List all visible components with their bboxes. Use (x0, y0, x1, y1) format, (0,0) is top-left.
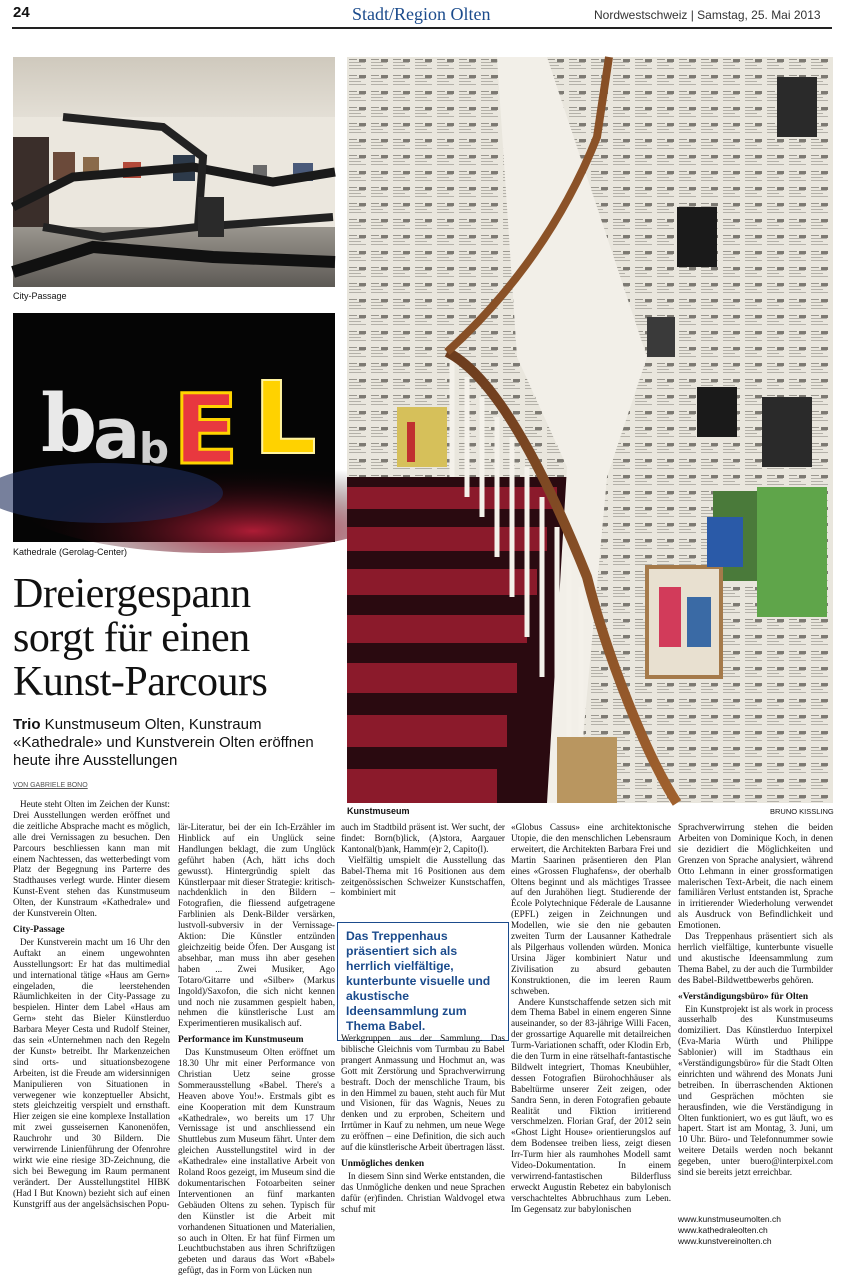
body-column-3a (341, 822, 505, 920)
body-column-1 (13, 799, 170, 1249)
kunstmuseum-caption: Kunstmuseum (347, 806, 410, 816)
subheading: Performance im Kunstmuseum (178, 1035, 304, 1046)
url-kathedrale[interactable]: www.kathedraleolten.ch (678, 1225, 768, 1235)
kathedrale-letter: E (173, 374, 239, 486)
kunstmuseum-photo (347, 57, 833, 803)
url-list (678, 1214, 781, 1247)
kathedrale-letter: b (139, 424, 170, 473)
paragraph: Das Treppenhaus präsentiert sich als herrlich vielfältige, kunterbunte visuelle und akustische Ideensammlung zum Thema Babel, zu der auch die Turmbilder des Babel-Bildwettbewerbs gehören. (678, 931, 833, 985)
article-author: VON GABRIELE BONO (13, 782, 88, 789)
paragraph: Ein Kunstprojekt ist als work in process ausserhalb des Kunstmuseums domiziliert. Das Künstlerduo Interpixel (Eva-Maria Würth und Philippe Sablonier) will im Stadthaus ein «Verständigungsbüro» für die Stadt Olten einrichten und während des Monats Juni betreiben. In überraschenden Aktionen und Gesprächen möchten sie herausfinden, wie die Verständigung in Olten funktioniert, wo es gut läuft, wo es hapert. Start ist am Montag, 3. Juni, um 10 Uhr. Büro- und Telefonnummer sowie weitere Details werden noch bekannt gegeben, unter buero@interpixel.com sind sie bereits jetzt erreichbar. (678, 1003, 833, 1178)
kathedrale-caption: Kathedrale (Gerolag-Center) (13, 547, 128, 557)
url-kunstverein[interactable]: www.kunstvereinolten.ch (678, 1236, 772, 1246)
subheading: City-Passage (13, 924, 65, 935)
paragraph: Heute steht Olten im Zeichen der Kunst: Drei Ausstellungen werden eröffnet und die zeitliche Absprache macht es möglich, alle drei Vernissagen zu besuchen. Den Parcours beschliessen kann man mit einem Nachtessen, das wetterbedingt vom Platz der Begegnung ins Parterre des Stadthauses verlegt wurde. Hinter diesem Kunst-Event stehen das Kunstmuseum Olten, der Kunstraum «Kathedrale» und der Kunstverein Olten. (13, 799, 170, 919)
kathedrale-letter: b (41, 376, 97, 470)
paragraph: Das Kunstmuseum Olten eröffnet um 18.30 Uhr mit einer Performance von Christian Uetz seine grosse Sommerausstellung «Babel. There's a Heaven above You!». Erstmals gibt es eine Kooperation mit dem Kunstraum «Kathedrale», wo bereits um 17 Uhr Vernissage ist und anschliessend ein Shuttlebus zum Museum fährt. Unter dem gleichen Ausstellungstitel wird in der «Kathedrale» eine installative Arbeit von Roland Roos gezeigt, im Museum sind die dokumentarischen Fotoarbeiten seiner Interventionen an fünf markanten Gebäuden Oltens zu sehen. Typisch für den Künstler ist die Arbeit mit vorhandenen Situationen und Materialien, so auch in Olten. Er hat fünf Firmen um Leuchtbuchstaben aus ihren Schriftzügen gebeten und daraus das Wort «Babel» gefügt, das in Form von Lücken nun (178, 1047, 335, 1276)
article-lead (13, 716, 333, 770)
body-column-5 (678, 822, 833, 1210)
pull-quote: Das Treppenhaus präsentiert sich als herrlich vielfältige, kunterbunte visuelle und akustische Ideensammlung zum Thema Babel. (337, 922, 509, 1041)
city-passage-caption: City-Passage (13, 291, 67, 301)
paragraph: «Globus Cassus» eine architektonische Utopie, die den menschlichen Lebensraum erweitert, die Architekten Barbara Frei und Martin Saarinen präsentieren den Plan eines «Grossen Flughafens», der oberhalb Oltens beginnt und als mächtiges Trassee auf den Jurahöhen liegt. Studierende der École Polytechnique Féderale de Lausanne (EPFL) zeigen in Zeichnungen und Modellen, wie sie den nie gebauten zweiten Turm der Lausanner Kathedrale als Pilgerhaus vollenden würden. Monica Ursina Jäger kombiniert Natur und Zivilisation zu absurd gebauten Konstruktionen, die im leeren Raum schweben. (511, 822, 671, 996)
article-headline: Dreiergespann sorgt für einen Kunst-Parcours (13, 571, 268, 705)
url-kunstmuseum[interactable]: www.kunstmuseumolten.ch (678, 1214, 781, 1224)
paragraph: In diesem Sinn sind Werke entstanden, die das Unmögliche denken und neue Sprachen dafür (er)finden. Christian Waldvogel etwa schuf mit (341, 1170, 505, 1214)
subheading: Unmögliches denken (341, 1158, 425, 1169)
kathedrale-letter: L (253, 360, 317, 477)
page-number: 24 (13, 4, 30, 21)
kathedrale-photo (13, 313, 335, 542)
body-column-4 (511, 822, 671, 1249)
kathedrale-letter: a (93, 393, 141, 475)
paragraph: Werkgruppen aus der Sammlung. Das biblische Gleichnis vom Turmbau zu Babel prangert Anmassung und Hochmut an, was Gott mit Zerstörung und Sprachverwirrung bestraft. Doch der menschliche Traum, bis in den Himmel zu bauen, steht auch für Mut und Visionen, für das Wagnis, Neues zu denken und zu erproben, Scheitern und Irrtümer in Kauf zu nehmen, um neue Wege zu eröffnen – eine Definition, die sich auch auf die künstlerische Arbeit übertragen lässt. (341, 1033, 505, 1153)
paragraph: Sprachverwirrung stehen die beiden Arbeiten von Dominique Koch, in denen sie dezidiert die Möglichkeiten und Grenzen von Sprache analysiert, während Otto Lehmann in einer grossformatigen malerischen Text-Arbeit, die nach einem familiären Verlust entstanden ist, Sprache in irritierender Wiederholung verwendet als Ausdruck von Befindlichkeit und Emotionen. (678, 822, 833, 931)
masthead-date: Nordwestschweiz | Samstag, 25. Mai 2013 (594, 8, 821, 22)
section-title: Stadt/Region Olten (352, 4, 491, 24)
paragraph: Andere Kunstschaffende setzen sich mit dem Thema Babel in einem engeren Sinne auseinander, so der 83-jährige Willi Facen, der grossartige Aquarelle mit detailreichen Turm-Variationen schafft, oder Klodin Erb, die den Turm in eine rätselhaft-fantastische Bildwelt integriert, Thomas Kneubühler, dessen Fotografien Bürohochhäuser als Babeltürme unserer Zeit zeigen, oder Sandra Senn, in deren Fotografien gebaute Realität und Fiktion irritierend verschmelzen. Florian Graf, der 2012 sein «Ghost Light House» orientierungslos auf dem Bodensee treiben liess, zeigt diesen Irr-Turm hier als raumhohes Modell samt Video-Dokumentation. In einem verwirrend-fantastischen Bilderfluss erweckt Augustin Rebetez ein babylonisch verschachteltes Abbruchhaus zum Leben. Im Gegensatz zur babylonischen (511, 996, 671, 1214)
photo-credit: BRUNO KISSLING (770, 807, 834, 816)
body-column-3b (341, 1033, 505, 1249)
body-column-2 (178, 822, 335, 1276)
paragraph: auch im Stadtbild präsent ist. Wer sucht, der findet: Born(b)lick, (A)stora, Aargauer Kantonal(b)ank, Hamm(e)r 2, Capito(l). (341, 822, 505, 854)
header-rule (12, 27, 832, 29)
lead-text: Kunstmuseum Olten, Kunstraum «Kathedrale» und Kunstverein Olten eröffnen heute ihre Ausstellungen (13, 716, 314, 769)
lead-kicker: Trio (13, 716, 41, 733)
paragraph: Vielfältig umspielt die Ausstellung das Babel-Thema mit 16 Positionen aus dem zeitgenössischen Schweizer Kunstschaffen, kombiniert mit (341, 854, 505, 898)
subheading: «Verständigungsbüro» für Olten (678, 991, 809, 1002)
city-passage-photo (13, 57, 335, 287)
paragraph: Der Kunstverein macht um 16 Uhr den Auftakt an einem ungewohnten Ausstellungsort: Er hat das multimedial und international tätige «Haus am Gern» eingeladen, die leerstehenden Räumlichkeiten in der City-Passage zu bespielen. Hinter dem Label «Haus am Gern» steht das Bieler Künstlerduo Barbara Meyer Cesta und Rudolf Steiner, das sein «Unternehmen nach den Regeln der Kunst» betreibt. Ihr Markenzeichen sind orts- und situationsbezogene Arbeiten, ist die Freude am widersinnigen Manipulieren von Situationen in verwegener wie konzeptueller Absicht, stets gleichzeitig verspielt und ernsthaft. Hier zeigen sie eine komplexe Installation mit zwei gusseisernen Kanonenöfen, Rauchrohr und 30 Bildern. Die verwirrende Linienführung der Ofenrohre wirkt wie eine riesige 3D-Zeichnung, die sich bei Bewegung im Raum permanent verändert. Der Ausstellungstitel HIBK (Had I But Known) bezieht sich auf einen Kunstgriff aus der angelsächsischen Popu- (13, 936, 170, 1209)
paragraph: lär-Literatur, bei der ein Ich-Erzähler im Hinblick auf ein Unglück seine Handlungen beklagt, die zum Unglück geführt haben (Ach, hätt ichs doch gewusst). Hintergründig spielt das Künstlerpaar mit dieser Strategie: kritisch-nachdenklich in den Bildern – Fotografien, die fliessend aufgetragene Farblinien als Denk-Bilder versärken, lustvoll-subversiv in der Vernissage-Aktion: Die Künstler entzünden gleichzeitig beide Öfen. Der Ausgang ist absehbar, man muss ihn aber gesehen haben ... Zwei Musiker, Ago Totaro/Gitarre und «Silber» (Markus Ingold)/Saxofon, die sich nicht kennen und noch nie zusammen gespielt haben, nehmen die künstlerische Lust am Experimentieren musikalisch auf. (178, 822, 335, 1029)
